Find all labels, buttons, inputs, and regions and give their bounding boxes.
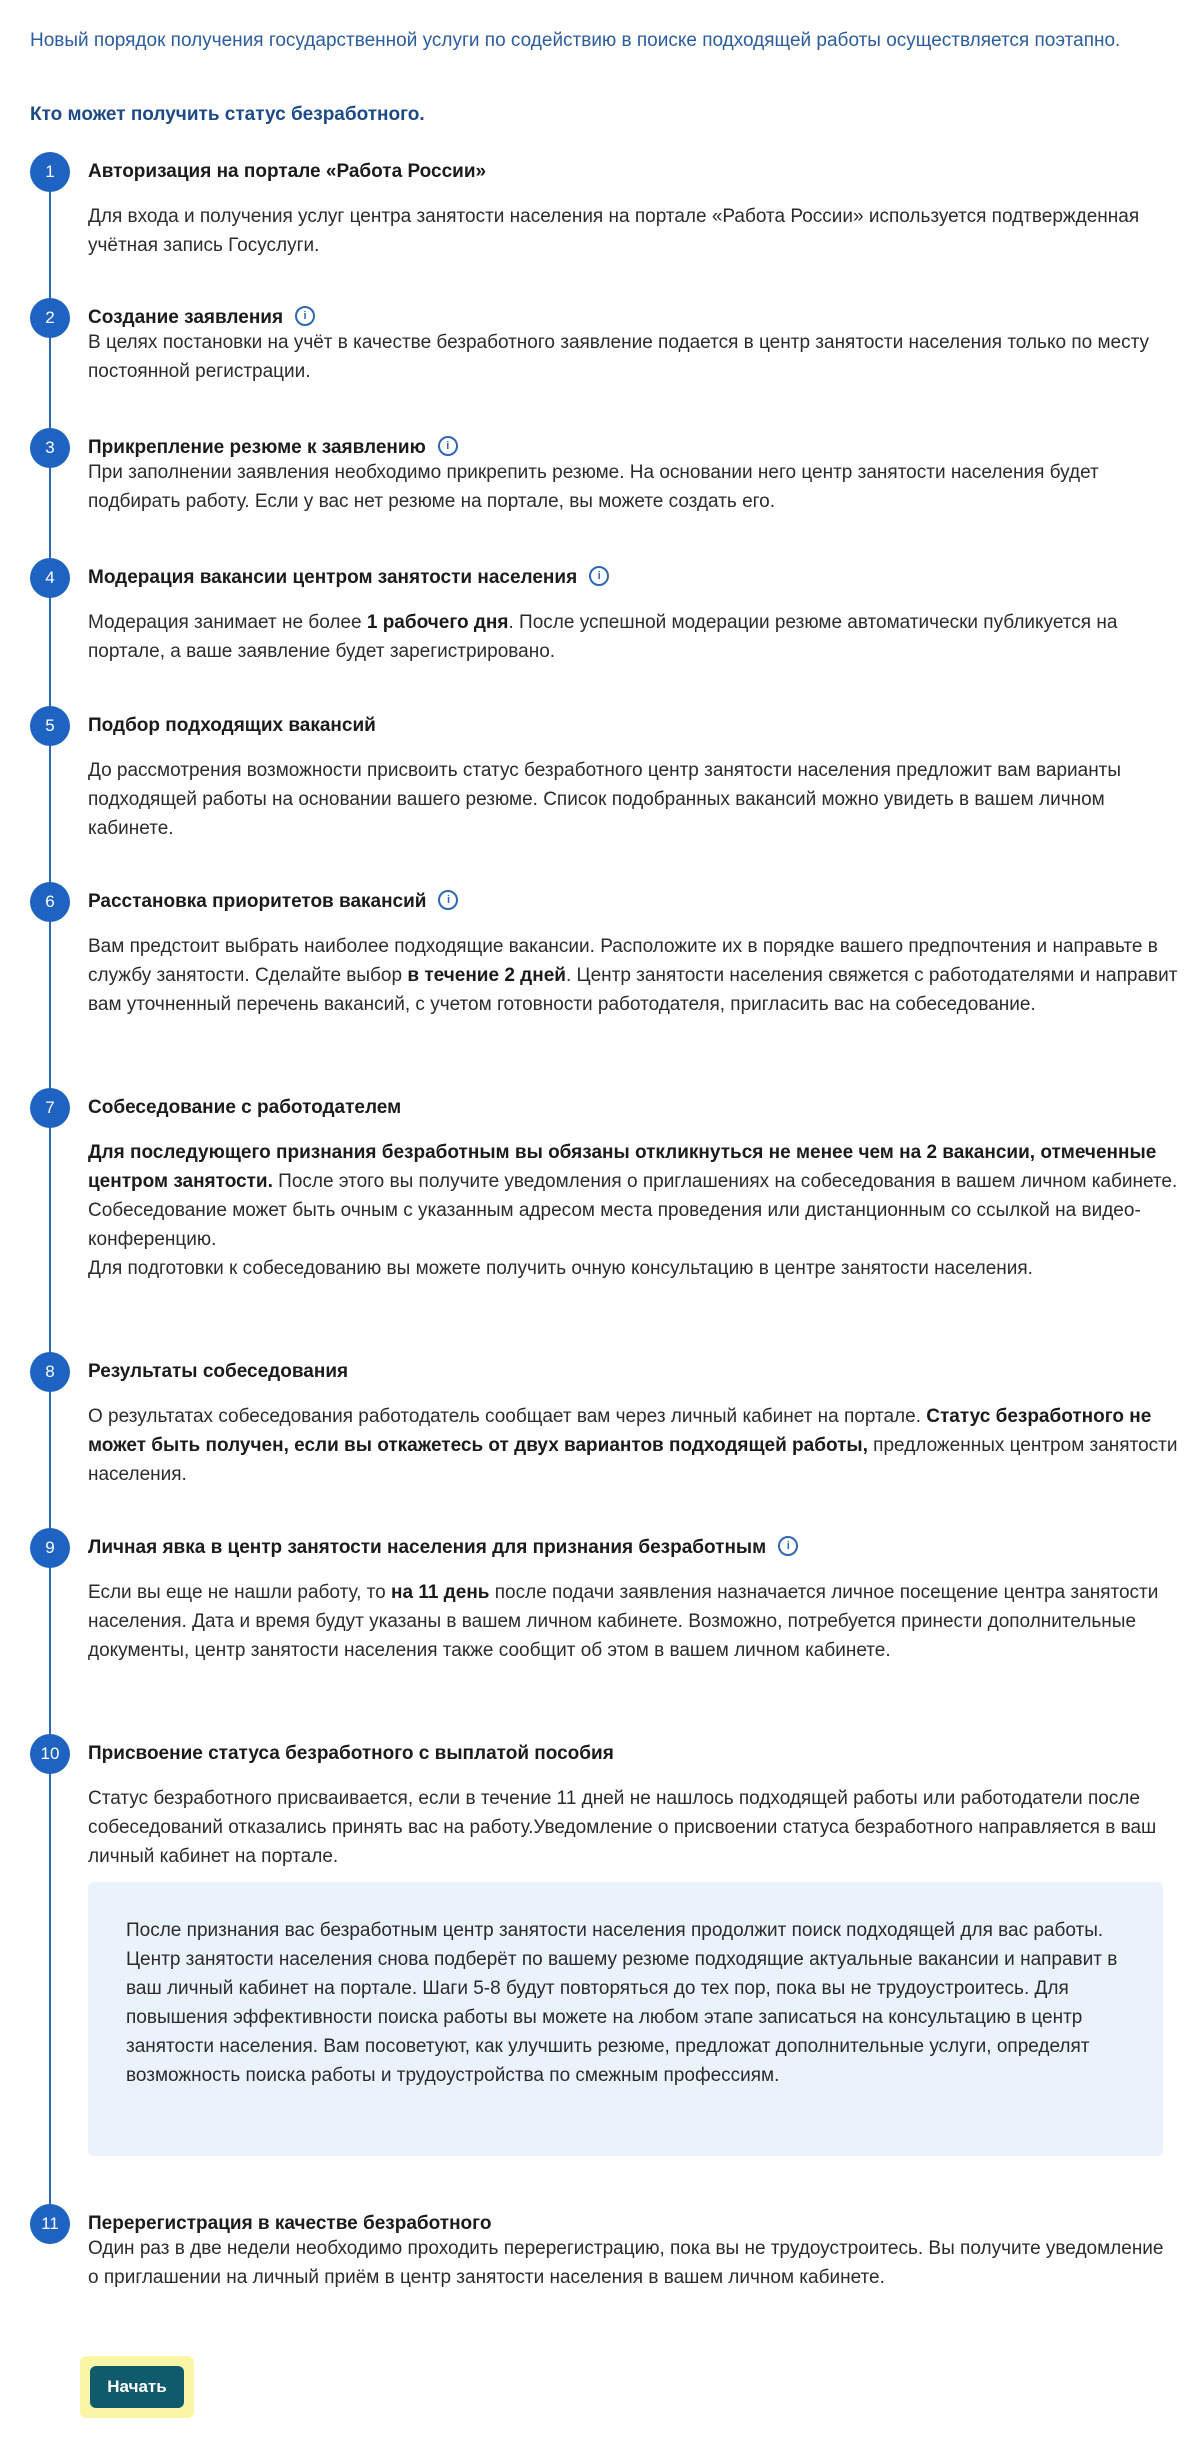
info-icon[interactable]: i: [438, 436, 458, 456]
step-number-badge: 5: [30, 706, 70, 746]
step-number-badge: 4: [30, 558, 70, 598]
step-title: [88, 160, 486, 184]
step-title: [88, 1096, 401, 1120]
step-title: [88, 306, 315, 330]
step-title: [88, 890, 458, 914]
step-number-badge: 9: [30, 1528, 70, 1568]
step-title-text: Модерация вакансии центром занятости населения: [88, 567, 578, 588]
info-icon[interactable]: i: [778, 1536, 798, 1556]
step-text: При заполнении заявления необходимо прикрепить резюме. На основании него центр занятости населения будет подбирать работу. Если у вас нет резюме на портале, вы можете создать его.: [88, 462, 1099, 512]
step-title-text: Перерегистрация в качестве безработного: [88, 2213, 492, 2234]
step-number-badge: 7: [30, 1088, 70, 1128]
info-note-box: [88, 1882, 1163, 2156]
step-body: [88, 458, 1178, 516]
step-title: [88, 714, 376, 738]
step-title-text: Личная явка в центр занятости населения для признания безработным: [88, 1537, 767, 1558]
step-title-text: Присвоение статуса безработного с выплатой пособия: [88, 1743, 614, 1764]
step-text: Модерация занимает не более 1 рабочего дня. После успешной модерации резюме автоматически публикуется на портале, а ваше заявление будет зарегистрировано.: [88, 612, 1118, 662]
step-text: Для входа и получения услуг центра занятости населения на портале «Работа России» используется подтвержденная учётная запись Госуслуги.: [88, 206, 1140, 256]
step-text: До рассмотрения возможности присвоить статус безработного центр занятости населения предложит вам варианты подходящей работы на основании вашего резюме. Список подобранных вакансий можно увидеть в вашем личном кабинете.: [88, 760, 1122, 839]
step-title: [88, 1536, 798, 1560]
step-text: В целях постановки на учёт в качестве безработного заявление подается в центр занятости населения только по месту постоянной регистрации.: [88, 332, 1149, 382]
step-title-text: Прикрепление резюме к заявлению: [88, 437, 426, 458]
step-body: [88, 1578, 1178, 1665]
step-body: [88, 1402, 1178, 1489]
step-title: [88, 566, 609, 590]
step-title: [88, 1742, 614, 1766]
step-number-badge: 3: [30, 428, 70, 468]
step-title-text: Собеседование с работодателем: [88, 1097, 402, 1118]
info-icon[interactable]: i: [295, 306, 315, 326]
step-title-text: Расстановка приоритетов вакансий: [88, 891, 427, 912]
step-body: [88, 608, 1178, 666]
step-number-badge: 11: [30, 2204, 70, 2244]
step-number-badge: 2: [30, 298, 70, 338]
start-button-label: Начать: [90, 2366, 184, 2408]
step-text: Один раз в две недели необходимо проходить перерегистрацию, пока вы не трудоустроитесь. Вы получите уведомление о приглашении на личный приём в центр занятости населения в вашем личном кабинете.: [88, 2238, 1164, 2288]
step-number-badge: 6: [30, 882, 70, 922]
timeline-line: [49, 170, 51, 2240]
info-icon[interactable]: i: [589, 566, 609, 586]
start-button[interactable]: [80, 2356, 194, 2418]
section-title: Кто может получить статус безработного.: [30, 104, 425, 125]
info-icon[interactable]: i: [438, 890, 458, 910]
step-title-text: Результаты собеседования: [88, 1361, 349, 1382]
step-body: [88, 2234, 1178, 2292]
step-body: [88, 1138, 1178, 1283]
step-text: О результатах собеседования работодатель сообщает вам через личный кабинет на портале. Статус безработного не может быть получен, если вы откажетесь от двух вариантов подходящей работы, предложенных центром занятости населения.: [88, 1406, 1178, 1485]
step-body: [88, 756, 1178, 843]
intro-text: Новый порядок получения государственной услуги по содействию в поиске подходящей работы осуществляется поэтапно.: [30, 30, 1121, 51]
step-number-badge: 1: [30, 152, 70, 192]
step-body: [88, 1784, 1178, 1871]
step-text: Если вы еще не нашли работу, то на 11 день после подачи заявления назначается личное посещение центра занятости населения. Дата и время будут указаны в вашем личном кабинете. Возможно, потребуется принести дополнительные документы, центр занятости населения также сообщит об этом в вашем личном кабинете.: [88, 1582, 1159, 1661]
step-body: [88, 328, 1178, 386]
step-title: [88, 2212, 491, 2236]
step-title-text: Подбор подходящих вакансий: [88, 715, 376, 736]
step-number-badge: 8: [30, 1352, 70, 1392]
step-body: [88, 932, 1178, 1019]
step-title: [88, 436, 458, 460]
step-text: Вам предстоит выбрать наиболее подходящие вакансии. Расположите их в порядке вашего предпочтения и направьте в службу занятости. Сделайте выбор в течение 2 дней. Центр занятости населения свяжется с работодателями и направит вам уточненный перечень вакансий, с учетом готовности работодателя, пригласить вас на собеседование.: [88, 936, 1178, 1015]
step-text: Статус безработного присваивается, если в течение 11 дней не нашлось подходящей работы или работодатели после собеседований отказались принять вас на работу.Уведомление о присвоении статуса безработного направляется в ваш личный кабинет на портале.: [88, 1788, 1157, 1867]
note-text: После признания вас безработным центр занятости населения продолжит поиск подходящей для вас работы. Центр занятости населения снова подберёт по вашему резюме подходящие актуальные вакансии и направит в ваш личный кабинет на портале. Шаги 5-8 будут повторяться до тех пор, пока вы не трудоустроитесь. Для повышения эффективности поиска работы вы можете на любом этапе записаться на консультацию в центр занятости населения. Вам посоветуют, как улучшить резюме, предложат дополнительные услуги, определят возможность поиска работы и трудоустройства по смежным профессиям.: [126, 1920, 1118, 2086]
step-body: [88, 202, 1178, 260]
step-number-badge: 10: [30, 1734, 70, 1774]
step-text: Для последующего признания безработным вы обязаны откликнуться не менее чем на 2 вакансии, отмеченные центром занятости. После этого вы получите уведомления о приглашениях на собеседования в вашем личном кабинете. Собеседование может быть очным с указанным адресом места проведения или дистанционным со ссылкой на видео-конференцию.: [88, 1142, 1178, 1250]
step-title-text: Создание заявления: [88, 307, 284, 328]
step-text-extra: Для подготовки к собеседованию вы можете получить очную консультацию в центре занятости населения.: [88, 1258, 1033, 1279]
step-title: [88, 1360, 348, 1384]
step-title-text: Авторизация на портале «Работа России»: [88, 161, 487, 182]
